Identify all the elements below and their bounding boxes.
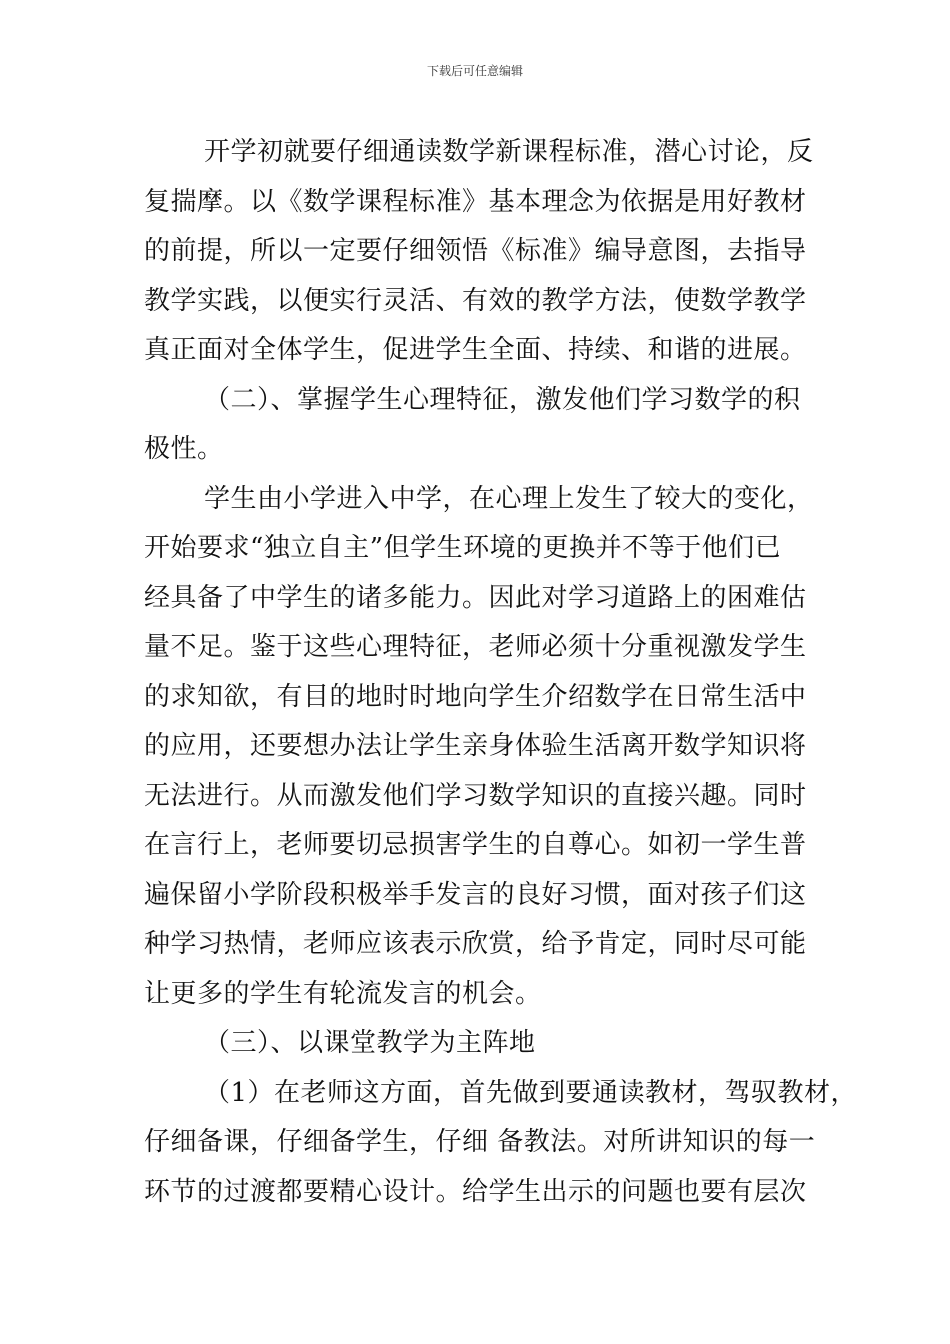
section-heading-line: （二）、掌握学生心理特征，激发他们学习数学的积: [204, 384, 801, 415]
paragraph-line: 的应用，还要想办法让学生亲身体验生活离开数学知识将: [144, 731, 807, 761]
document-body: [144, 128, 858, 1217]
paragraph-line: 种学习热情，老师应该表示欣赏，给予肯定，同时尽可能: [144, 929, 807, 959]
paragraph-line: 环节的过渡都要精心设计。给学生出示的问题也要有层次: [144, 1176, 807, 1207]
paragraph-line: 无法进行。从而激发他们学习数学知识的直接兴趣。同时: [144, 780, 807, 811]
paragraph-line: 开学初就要仔细通读数学新课程标准，潜心讨论，反: [204, 137, 814, 167]
page-header: 下载后可任意编辑: [426, 64, 523, 78]
paragraph-line: 的前提，所以一定要仔细领悟《标准》编导意图，去指导: [144, 236, 807, 266]
paragraph-line: 的求知欲，有目的地时时地向学生介绍数学在日常生活中: [144, 681, 807, 712]
paragraph-line: 学生由小学进入中学，在心理上发生了较大的变化，: [204, 483, 814, 514]
paragraph-line: 真正面对全体学生，促进学生全面、持续、和谐的进展。: [144, 335, 807, 365]
paragraph-line: 教学实践，以便实行灵活、有效的教学方法，使数学教学: [144, 285, 807, 316]
section-heading-line: 极性。: [144, 434, 224, 464]
paragraph-line: 在言行上，老师要切忌损害学生的自尊心。如初一学生普: [144, 830, 807, 860]
paragraph-line: 让更多的学生有轮流发言的机会。: [144, 978, 542, 1009]
section-heading-line: （三）、以课堂教学为主阵地: [204, 1028, 536, 1058]
paragraph-line: 复揣摩。以《数学课程标准》基本理念为依据是用好教材: [144, 186, 807, 217]
paragraph-line: 经具备了中学生的诸多能力。因此对学习道路上的困难估: [144, 582, 807, 613]
paragraph-line: 开始要求“独立自主”但学生环境的更换并不等于他们已: [144, 533, 782, 563]
paragraph-line: 量不足。鉴于这些心理特征，老师必须十分重视激发学生: [144, 632, 807, 662]
paragraph-line: 遍保留小学阶段积极举手发言的良好习惯，面对孩子们这: [144, 879, 807, 910]
paragraph-line: （1）在老师这方面，首先做到要通读教材，驾驭教材，: [204, 1077, 858, 1108]
paragraph-line: 仔细备课，仔细备学生，仔细 备教法。对所讲知识的每一: [144, 1127, 816, 1157]
